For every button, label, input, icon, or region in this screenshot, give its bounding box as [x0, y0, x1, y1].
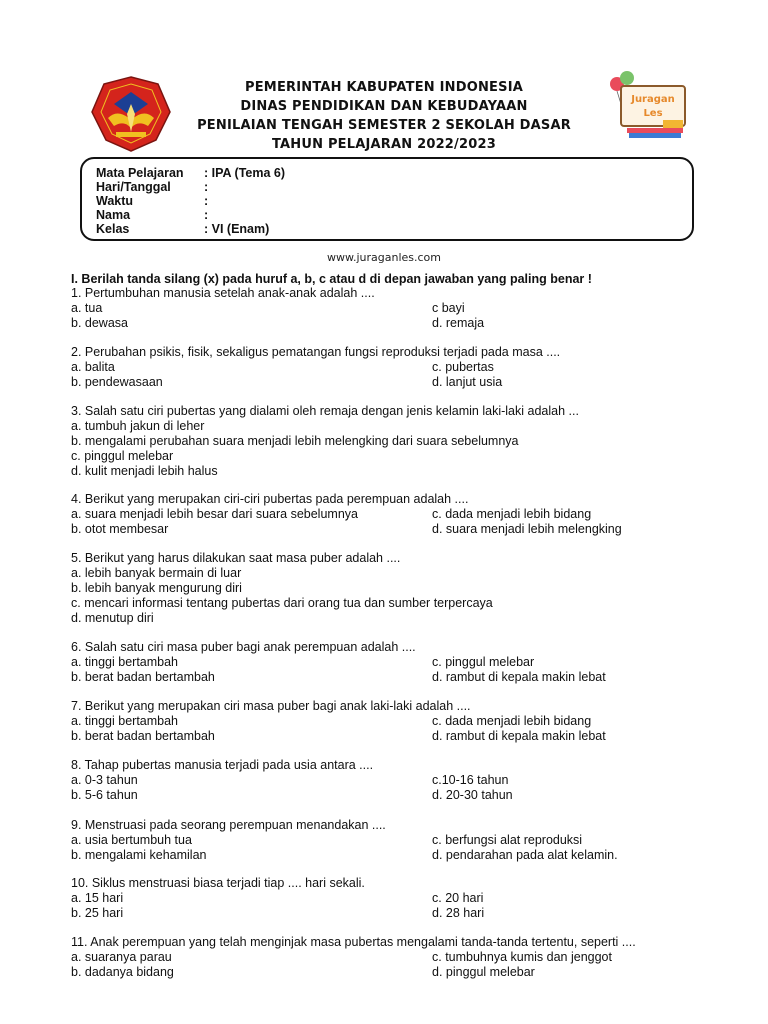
option-b: b. berat badan bertambah: [71, 670, 215, 684]
info-row-subject: [96, 166, 285, 180]
header-line-4: TAHUN PELAJARAN 2022/2023: [271, 137, 496, 152]
option-c: c. pinggul melebar: [71, 449, 174, 463]
question-9: [71, 818, 751, 863]
option-a: a. suara menjadi lebih besar dari suara sebelumnya: [71, 507, 358, 521]
question-stem: 9. Menstruasi pada seorang perempuan menandakan ....: [71, 818, 386, 832]
option-b: b. 5-6 tahun: [71, 788, 138, 802]
option-d: d. rambut di kepala makin lebat: [432, 670, 606, 684]
info-label: Kelas: [96, 222, 130, 236]
option-b: b. dadanya bidang: [71, 965, 174, 979]
logo-text-les: Les: [643, 108, 663, 119]
question-stem: 4. Berikut yang merupakan ciri-ciri pubertas pada perempuan adalah ....: [71, 492, 469, 506]
question-3: [71, 404, 751, 479]
option-a: a. tumbuh jakun di leher: [71, 419, 205, 433]
option-b: b. dewasa: [71, 316, 128, 330]
option-d: d. menutup diri: [71, 611, 154, 625]
option-d: d. pendarahan pada alat kelamin.: [432, 848, 618, 862]
student-info-box: [80, 157, 694, 241]
info-label: Mata Pelajaran: [96, 166, 184, 180]
option-d: d. kulit menjadi lebih halus: [71, 464, 218, 478]
option-a: a. tua: [71, 301, 103, 315]
option-c: c. dada menjadi lebih bidang: [432, 507, 592, 521]
option-c: c.10-16 tahun: [432, 773, 509, 787]
info-label: Hari/Tanggal: [96, 180, 171, 194]
option-a: a. tinggi bertambah: [71, 655, 179, 669]
option-a: a. suaranya parau: [71, 950, 172, 964]
option-c: c. berfungsi alat reproduksi: [432, 833, 583, 847]
option-c: c. mencari informasi tentang pubertas dari orang tua dan sumber terpercaya: [71, 596, 493, 610]
option-c: c bayi: [432, 301, 465, 315]
website-url: www.juraganles.com: [326, 251, 441, 264]
info-label: Waktu: [96, 194, 134, 208]
option-b: b. mengalami perubahan suara menjadi lebih melengking dari suara sebelumnya: [71, 434, 519, 448]
question-11: [71, 935, 751, 980]
question-stem: 7. Berikut yang merupakan ciri masa puber bagi anak laki-laki adalah ....: [71, 699, 471, 713]
info-row-time: [96, 194, 208, 208]
info-value: :: [204, 194, 209, 208]
option-a: a. 15 hari: [71, 891, 124, 905]
question-stem: 1. Pertumbuhan manusia setelah anak-anak adalah ....: [71, 286, 375, 300]
option-b: b. lebih banyak mengurung diri: [71, 581, 242, 595]
option-b: b. mengalami kehamilan: [71, 848, 207, 862]
header-line-2: DINAS PENDIDIKAN DAN KEBUDAYAAN: [240, 99, 528, 114]
question-stem: 10. Siklus menstruasi biasa terjadi tiap .... hari sekali.: [71, 876, 365, 890]
question-5: [71, 551, 751, 626]
option-a: a. lebih banyak bermain di luar: [71, 566, 242, 580]
option-d: d. pinggul melebar: [432, 965, 535, 979]
option-d: d. suara menjadi lebih melengking: [432, 522, 622, 536]
question-4: [71, 492, 751, 537]
option-b: b. 25 hari: [71, 906, 124, 920]
question-6: [71, 640, 751, 685]
option-a: a. balita: [71, 360, 115, 374]
option-b: b. otot membesar: [71, 522, 169, 536]
question-8: [71, 758, 751, 803]
logo-text-juragan: Juragan: [631, 94, 675, 105]
option-c: c. tumbuhnya kumis dan jenggot: [432, 950, 612, 964]
info-label: Nama: [96, 208, 131, 222]
question-stem: 11. Anak perempuan yang telah menginjak masa pubertas mengalami tanda-tanda tertentu, seperti ....: [71, 935, 636, 949]
question-2: [71, 345, 751, 390]
question-stem: 6. Salah satu ciri masa puber bagi anak perempuan adalah ....: [71, 640, 416, 654]
option-b: b. pendewasaan: [71, 375, 163, 389]
info-row-class: [96, 222, 269, 236]
option-c: c. pubertas: [432, 360, 494, 374]
option-a: a. tinggi bertambah: [71, 714, 179, 728]
option-a: a. usia bertumbuh tua: [71, 833, 192, 847]
question-1: [71, 286, 751, 331]
info-value: : IPA (Tema 6): [204, 166, 286, 180]
info-row-name: [96, 208, 208, 222]
option-b: b. berat badan bertambah: [71, 729, 215, 743]
info-value: :: [204, 208, 209, 222]
info-value: : VI (Enam): [204, 222, 270, 236]
question-10: [71, 876, 751, 921]
question-stem: 2. Perubahan psikis, fisik, sekaligus pematangan fungsi reproduksi terjadi pada masa ....: [71, 345, 561, 359]
option-d: d. lanjut usia: [432, 375, 503, 389]
option-d: d. 28 hari: [432, 906, 485, 920]
header-line-1: PEMERINTAH KABUPATEN INDONESIA: [245, 80, 523, 95]
info-value: :: [204, 180, 209, 194]
option-a: a. 0-3 tahun: [71, 773, 138, 787]
question-stem: 8. Tahap pubertas manusia terjadi pada usia antara ....: [71, 758, 374, 772]
question-7: [71, 699, 751, 744]
option-c: c. dada menjadi lebih bidang: [432, 714, 592, 728]
instruction-text: I. Berilah tanda silang (x) pada huruf a, b, c atau d di depan jawaban yang paling benar !: [71, 272, 592, 286]
option-c: c. pinggul melebar: [432, 655, 535, 669]
question-stem: 5. Berikut yang harus dilakukan saat masa puber adalah ....: [71, 551, 401, 565]
option-d: d. rambut di kepala makin lebat: [432, 729, 606, 743]
option-c: c. 20 hari: [432, 891, 484, 905]
juragan-les-logo: [603, 70, 695, 142]
question-stem: 3. Salah satu ciri pubertas yang dialami oleh remaja dengan jenis kelamin laki-laki adalah ...: [71, 404, 579, 418]
option-d: d. remaja: [432, 316, 485, 330]
header-line-3: PENILAIAN TENGAH SEMESTER 2 SEKOLAH DASAR: [197, 118, 571, 133]
option-d: d. 20-30 tahun: [432, 788, 513, 802]
info-row-date: [96, 180, 208, 194]
